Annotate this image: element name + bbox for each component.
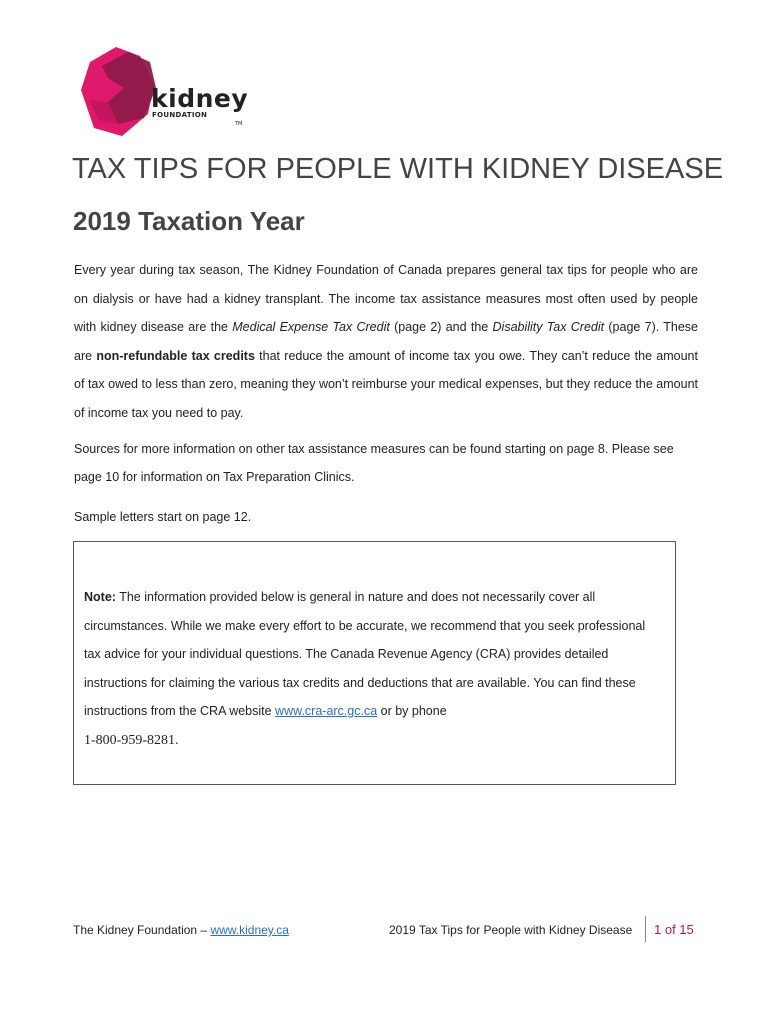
page-subtitle: 2019 Taxation Year — [73, 206, 305, 236]
medical-expense-credit-term: Medical Expense Tax Credit — [232, 320, 390, 334]
cra-phone-number: 1-800-959-8281. — [84, 732, 179, 748]
footer-doc-title: 2019 Tax Tips for People with Kidney Disease — [389, 923, 633, 937]
footer-divider — [645, 916, 646, 942]
non-refundable-credits-term: non-refundable tax credits — [96, 348, 255, 363]
samples-paragraph: Sample letters start on page 12. — [74, 510, 252, 524]
note-box — [73, 541, 676, 785]
intro-text-3: (page 7). These are — [74, 320, 698, 363]
logo-subtitle: FOUNDATION — [152, 111, 208, 119]
disability-credit-term: Disability Tax Credit — [492, 320, 605, 334]
intro-text-1: Every year during tax season, The Kidney Foundation of Canada prepares general tax tips for people who are on dialysis or have had a kidney transplant. The income tax assistance measures most often used by people with kidney disease are the — [74, 263, 698, 334]
page-title: TAX TIPS FOR PEOPLE WITH KIDNEY DISEASE — [72, 153, 724, 185]
intro-text-2: (page 2) and the — [389, 320, 493, 334]
logo-trademark: TM — [235, 121, 243, 127]
footer-org-name: The Kidney Foundation – — [73, 923, 211, 937]
footer-org — [73, 923, 289, 937]
note-text-1: The information provided below is general in nature and does not necessarily cover all circumstances. While we make every effort to be accurate, we recommend that you seek professional tax advice for your individual questions. The Canada Revenue Agency (CRA) provides detailed instructions for claiming the various tax credits and deductions that are available. You can find these instructions from the CRA website — [84, 590, 646, 718]
intro-text-4: that reduce the amount of income tax you owe. They can’t reduce the amount of tax owed to less than zero, meaning they won’t reimburse your medical expenses, but they reduce the amount of income tax you need to pay. — [74, 348, 698, 420]
cra-website-link[interactable]: www.cra-arc.gc.ca — [275, 704, 378, 718]
page-number: 1 of 15 — [654, 922, 694, 937]
footer-website-link[interactable]: www.kidney.ca — [210, 923, 289, 937]
intro-paragraph — [74, 256, 698, 427]
logo-wordmark: kidney — [151, 84, 249, 113]
note-label: Note: — [84, 590, 116, 604]
note-text-2: or by phone — [377, 704, 447, 718]
sources-paragraph: Sources for more information on other tax assistance measures can be found starting on page 8. Please see page 10 for information on Tax Preparation Clinics. — [74, 442, 674, 484]
note-paragraph — [84, 583, 664, 755]
